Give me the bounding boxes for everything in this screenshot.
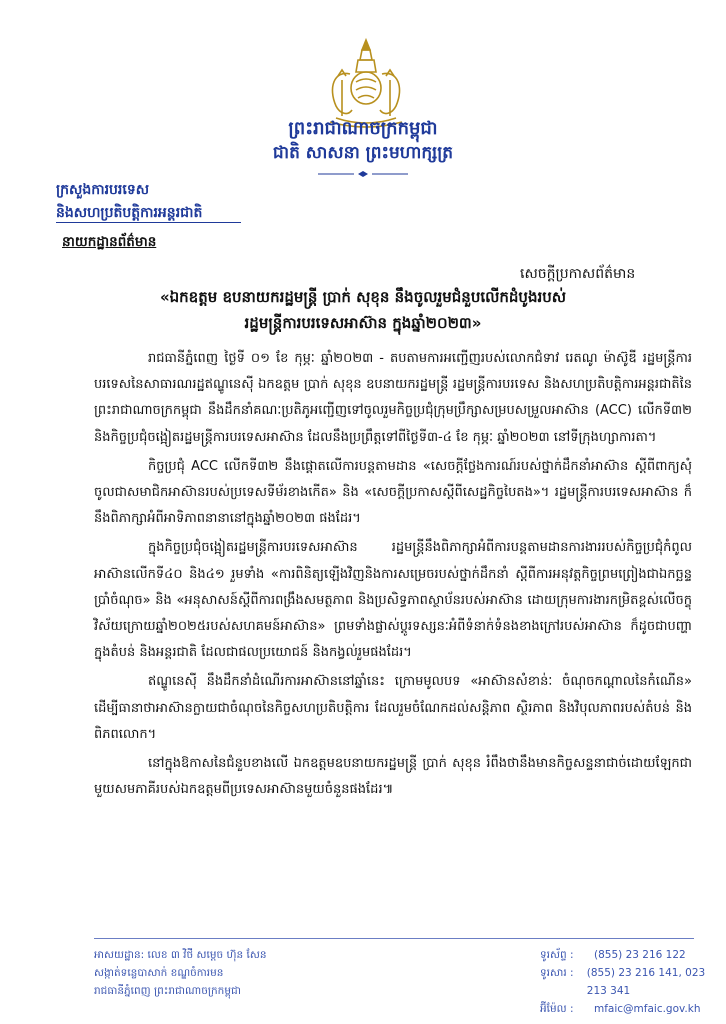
phone-value: (855) 23 216 122 bbox=[594, 949, 686, 961]
department-name: នាយកដ្ឋានព័ត៌មាន bbox=[62, 234, 157, 250]
phone-row bbox=[540, 946, 726, 964]
ministry-name-line1: ក្រសួងការបរទេស bbox=[56, 182, 150, 198]
ministry-divider bbox=[56, 222, 241, 223]
fax-label: ទូរសារ : bbox=[540, 967, 574, 979]
address-line: អាសយដ្ឋាន: លេខ ៣ វិថី សម្តេច ហ៊ុន សែន bbox=[94, 949, 267, 961]
email-label: អ៊ីម៉ែល : bbox=[540, 1003, 574, 1015]
paragraph: កិច្ចប្រជុំ ACC លើកទី៣២ នឹងផ្តោតលើការបន្តតាមដាន «សេចក្តីថ្លែងការណ៍របស់ថ្នាក់ដឹកនាំអាស៊ាន ស្តីពីពាក្យសុំចូលជាសមាជិកអាស៊ានរបស់ប្រទេសទីម័រខាងកើត» និង «សេចក្តីប្រកាសស្តីពីសេដ្ឋកិច្ចបៃតង»។ រដ្ឋមន្ត្រីការបរទេសអាស៊ាន ក៏នឹងពិភាក្សាអំពីអាទិភាពនានានៅក្នុងឆ្នាំ២០២៣ ផងដែរ។ bbox=[94, 458, 692, 527]
paragraph: រាជធានីភ្នំពេញ ថ្ងៃទី ០១ ខែ កុម្ភៈ ឆ្នាំ២០២៣ - តបតាមការអញ្ជើញរបស់លោកជំទាវ រេតណូ ម៉ាស៊ូឌី រដ្ឋមន្ត្រីការបរទេសនៃសាធារណរដ្ឋឥណ្ឌូនេស៊ី ឯកឧត្តម ប្រាក់ សុខុន ឧបនាយករដ្ឋមន្ត្រី រដ្ឋមន្ត្រីការបរទេស និងសហប្រតិបត្តិការអន្តរជាតិនៃព្រះរាជាណាចក្រកម្ពុជា នឹងដឹកនាំគណៈប្រតិភូអញ្ជើញទៅចូលរួមកិច្ចប្រជុំក្រុមប្រឹក្សាសម្របសម្រួលអាស៊ាន (ACC) លើកទី៣២ និងកិច្ចប្រជុំចង្អៀតរដ្ឋមន្ត្រីការបរទេសអាស៊ាន ដែលនឹងប្រព្រឹត្តទៅពីថ្ងៃទី៣-៤ ខែ កុម្ភៈ ឆ្នាំ២០២៣ នៅទីក្រុងហ្សាការតា។ bbox=[94, 351, 692, 445]
address-line: រាជធានីភ្នំពេញ ព្រះរាជាណាចក្រកម្ពុជា bbox=[94, 985, 241, 997]
document-body bbox=[94, 346, 692, 806]
paragraph: ក្នុងកិច្ចប្រជុំចង្អៀតរដ្ឋមន្ត្រីការបរទេសអាស៊ាន រដ្ឋមន្ត្រីនឹងពិភាក្សាអំពីការបន្តតាមដានការងាររបស់កិច្ចប្រជុំកំពូលអាស៊ានលើកទី៤០ និង៤១ រួមទាំង «ការពិនិត្យឡើងវិញនិងការសម្រេចរបស់ថ្នាក់ដឹកនាំ ស្តីពីការអនុវត្តកិច្ចព្រមព្រៀងជាឯកច្ឆន្ទប្រាំចំណុច» និង «អនុសាសន៍ស្តីពីការពង្រឹងសមត្ថភាព និងប្រសិទ្ធភាពស្ថាប័នរបស់អាស៊ាន ដោយក្រុមការងារកម្រិតខ្ពស់លើចក្ខុវិស័យក្រោយឆ្នាំ២០២៥របស់សហគមន៍អាស៊ាន» ព្រមទាំងផ្លាស់ប្តូរទស្សនៈអំពីទំនាក់ទំនងខាងក្រៅរបស់អាស៊ាន ក៏ដូចជាបញ្ហាក្នុងតំបន់ និងអន្តរជាតិ ដែលជាផលប្រយោជន៍ និងកង្វល់រួមផងដែរ។ bbox=[94, 540, 692, 661]
fax-value: (855) 23 216 141, 023 213 341 bbox=[586, 967, 706, 997]
address-line: សង្កាត់ទន្លេបាសាក់ ខណ្ឌចំការមន bbox=[94, 967, 224, 979]
paragraph: នៅក្នុងឱកាសនៃជំនួបខាងលើ ឯកឧត្តមឧបនាយករដ្ឋមន្ត្រី ប្រាក់ សុខុន រំពឹងថានឹងមានកិច្ចសន្ទនាជាច់ដោយឡែកជាមួយសមភាគីរបស់ឯកឧត្តមពីប្រទេសអាស៊ានមួយចំនួនផងដែរ៕ bbox=[94, 756, 692, 798]
email-row bbox=[540, 1000, 726, 1018]
document-title-line1: «ឯកឧត្តម ឧបនាយករដ្ឋមន្ត្រី ប្រាក់ សុខុន នឹងចូលរួមជំនួបលើកដំបូងរបស់ bbox=[159, 288, 567, 306]
document-title-line2: រដ្ឋមន្ត្រីការបរទេសអាស៊ាន ក្នុងឆ្នាំ២០២៣» bbox=[244, 314, 482, 332]
kingdom-name: ព្រះរាជាណាចក្រកម្ពុជា bbox=[288, 118, 438, 139]
fax-row bbox=[540, 964, 726, 1000]
footer-address bbox=[94, 946, 267, 1000]
divider-ornament-icon bbox=[318, 170, 408, 178]
ministry-name-line2: និងសហប្រតិបត្តិការអន្តរជាតិ bbox=[56, 205, 203, 221]
footer-contact bbox=[540, 946, 726, 1018]
document-type-label: សេចក្តីប្រកាសព័ត៌មាន bbox=[520, 266, 636, 282]
royal-coat-of-arms-icon bbox=[312, 36, 420, 128]
email-value[interactable]: mfaic@mfaic.gov.kh bbox=[594, 1003, 701, 1015]
national-motto: ជាតិ សាសនា ព្រះមហាក្សត្រ bbox=[272, 143, 454, 163]
footer-divider bbox=[94, 938, 694, 939]
phone-label: ទូរស័ព្ទ : bbox=[540, 949, 574, 961]
paragraph: ឥណ្ឌូនេស៊ី នឹងដឹកនាំដំណើរការអាស៊ាននៅឆ្នាំនេះ ក្រោមមូលបទ «អាស៊ានសំខាន់ៈ ចំណុចកណ្តាលនៃកំណើន» ដើម្បីធានាថាអាស៊ានក្លាយជាចំណុចនៃកិច្ចសហប្រតិបត្តិការ ដែលរួមចំណែកដល់សន្តិភាព ស្ថិរភាព និងវិបុលភាពរបស់តំបន់ និងពិភពលោក។ bbox=[94, 674, 692, 742]
